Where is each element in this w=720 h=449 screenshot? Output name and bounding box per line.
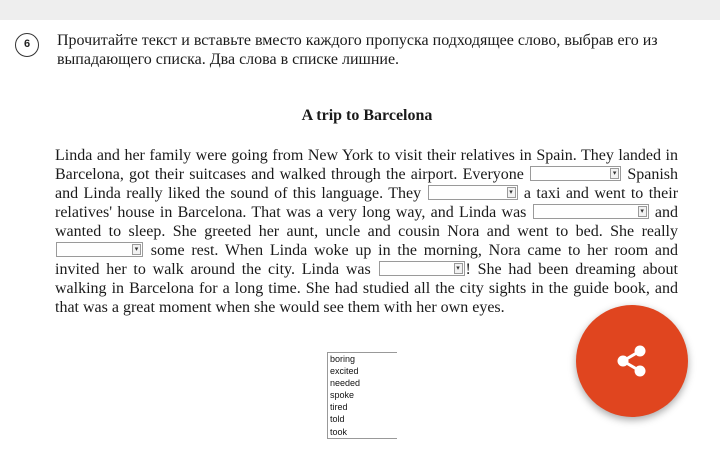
passage-segment: and wanted to sleep. She greeted her aunt, uncle and cousin Nora and went to bed. She really bbox=[55, 204, 679, 240]
share-icon bbox=[612, 341, 652, 381]
gap-dropdown-5[interactable] bbox=[379, 261, 465, 276]
passage-segment: a taxi and went to their relatives' house in Barcelona. That was a very long way, and Linda was bbox=[55, 185, 679, 221]
dropdown-arrow-icon: ▾ bbox=[507, 187, 516, 198]
passage-segment: some rest. When Linda woke up in the morning, Nora came to her room and invited her to walk around the city. Linda was bbox=[55, 242, 679, 278]
passage-segment: Spanish and Linda really liked the sound of this language. They bbox=[55, 166, 679, 202]
gap-dropdown-3[interactable] bbox=[533, 204, 649, 219]
word-option: told bbox=[330, 414, 345, 425]
word-option: excited bbox=[330, 366, 359, 377]
question-number-badge: 6 bbox=[15, 33, 39, 57]
gap-dropdown-4[interactable] bbox=[56, 242, 143, 257]
task-instructions: Прочитайте текст и вставьте вместо каждого пропуска подходящее слово, выбрав его из выпадающего списка. Два слова в списке лишние. bbox=[57, 32, 658, 68]
passage-segment: Linda and her family were going from New York to visit their relatives in Spain. They landed in Barcelona, got their suitcases and walked through the airport. Everyone bbox=[55, 147, 678, 183]
gap-dropdown-2[interactable] bbox=[428, 185, 518, 200]
dropdown-arrow-icon: ▾ bbox=[454, 263, 463, 274]
gap-dropdown-1[interactable] bbox=[530, 166, 621, 181]
word-option: needed bbox=[330, 378, 361, 389]
dropdown-arrow-icon: ▾ bbox=[132, 244, 141, 255]
dropdown-arrow-icon: ▾ bbox=[638, 206, 647, 217]
word-option: boring bbox=[330, 354, 356, 364]
word-option: tired bbox=[330, 402, 348, 413]
passage-segment: ! She had been dreaming about walking in Barcelona for a long time. She had studied all the city sights in the guide book, and that was a great moment when she would see them with her own eyes. bbox=[55, 261, 679, 316]
word-options-list bbox=[327, 352, 397, 439]
dropdown-arrow-icon: ▾ bbox=[610, 168, 619, 179]
word-option: spoke bbox=[330, 390, 355, 401]
word-option: took bbox=[330, 426, 348, 437]
top-bar bbox=[0, 0, 720, 20]
passage-title: A trip to Barcelona bbox=[301, 107, 433, 124]
passage-text bbox=[55, 146, 678, 317]
share-button[interactable] bbox=[576, 305, 688, 417]
